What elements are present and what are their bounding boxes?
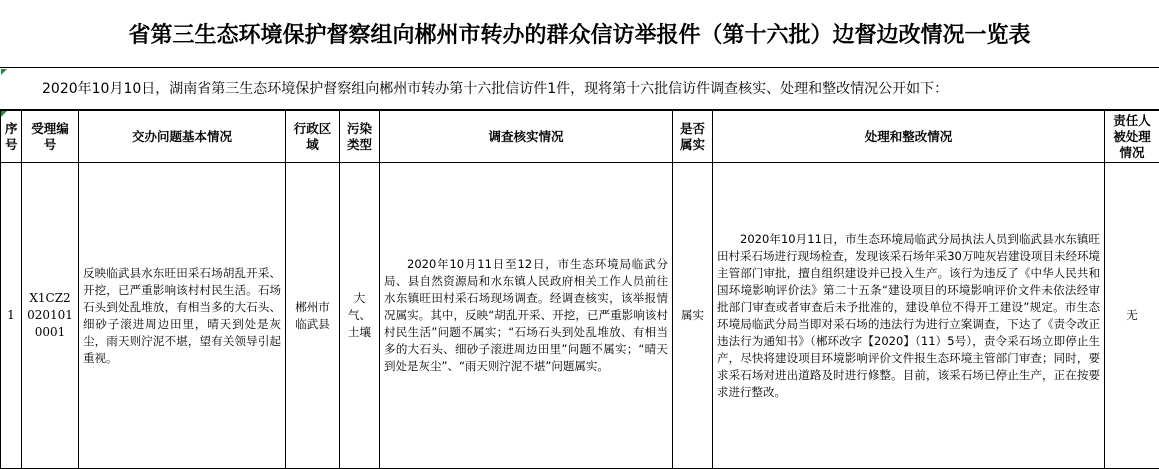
header-accountability: 责任人被处理情况 xyxy=(1105,111,1159,163)
cell-pollution: 大气、土壤 xyxy=(340,163,380,469)
header-region: 行政区域 xyxy=(286,111,340,163)
cell-handling: 2020年10月11日，市生态环境局临武分局执法人员到临武县水东镇旺田村采石场进行现场检查，发现该采石场年采30万吨灰岩建设项目未经环境主管部门审批，擅自组织建设并已投入生产。该行为违反了《中华人民共和国环境影响评价法》第二十五条“建设项目的环境影响评价文件未依法经审批部门审查或者审查后未予批准的，建设单位不得开工建设”规定。市生态环境局临武分局当即对采石场的违法行为进行立案调查，下达了《责令改正违法行为通知书》（郴环改字【2020】（11）5号），责令采石场立即停止生产，尽快将建设项目环境影响评价文件报生态环境主管部门审查；同时，要求采石场对进出道路及时进行修整。目前，该采石场已停止生产，正在按要求进行整改。 xyxy=(713,163,1105,469)
report-table xyxy=(0,110,1159,469)
page-title: 省第三生态环境保护督察组向郴州市转办的群众信访举报件（第十六批）边督边改情况一览表 xyxy=(0,0,1159,68)
header-row xyxy=(1,111,1159,163)
cell-id: X1CZ20201010001 xyxy=(22,163,79,469)
table-row xyxy=(1,163,1159,469)
cell-region: 郴州市临武县 xyxy=(286,163,340,469)
header-pollution: 污染类型 xyxy=(340,111,380,163)
header-investigation: 调查核实情况 xyxy=(380,111,673,163)
cell-marker xyxy=(1,69,7,75)
intro-text: 2020年10月10日，湖南省第三生态环境保护督察组向郴州市转办第十六批信访件1件，现将第十六批信访件调查核实、处理和整改情况公开如下： xyxy=(0,68,1159,110)
cell-accountability: 无 xyxy=(1105,163,1159,469)
header-verified: 是否属实 xyxy=(673,111,713,163)
cell-issue: 反映临武县水东旺田采石场胡乱开采、开挖，已严重影响该村村民生活。石场石头到处乱堆放，有相当多的大石头、细砂子滚进周边田里，晴天到处是灰尘，雨天则泞泥不堪，望有关领导引起重视。 xyxy=(79,163,286,469)
cell-investigation: 2020年10月11日至12日，市生态环境局临武分局、县自然资源局和水东镇人民政府相关工作人员前往水东镇旺田村采石场现场调查。经调查核实，该举报情况属实。其中，反映“胡乱开采、开挖，已严重影响该村村民生活”问题不属实；“石场石头到处乱堆放、有相当多的大石头、细砂子滚进周边田里”问题不属实；“晴天到处是灰尘”、“雨天则泞泥不堪”问题属实。 xyxy=(380,163,673,469)
header-issue: 交办问题基本情况 xyxy=(79,111,286,163)
cell-verified: 属实 xyxy=(673,163,713,469)
header-id: 受理编号 xyxy=(22,111,79,163)
header-seq: 序号 xyxy=(1,111,22,163)
cell-seq: 1 xyxy=(1,163,22,469)
header-handling: 处理和整改情况 xyxy=(713,111,1105,163)
